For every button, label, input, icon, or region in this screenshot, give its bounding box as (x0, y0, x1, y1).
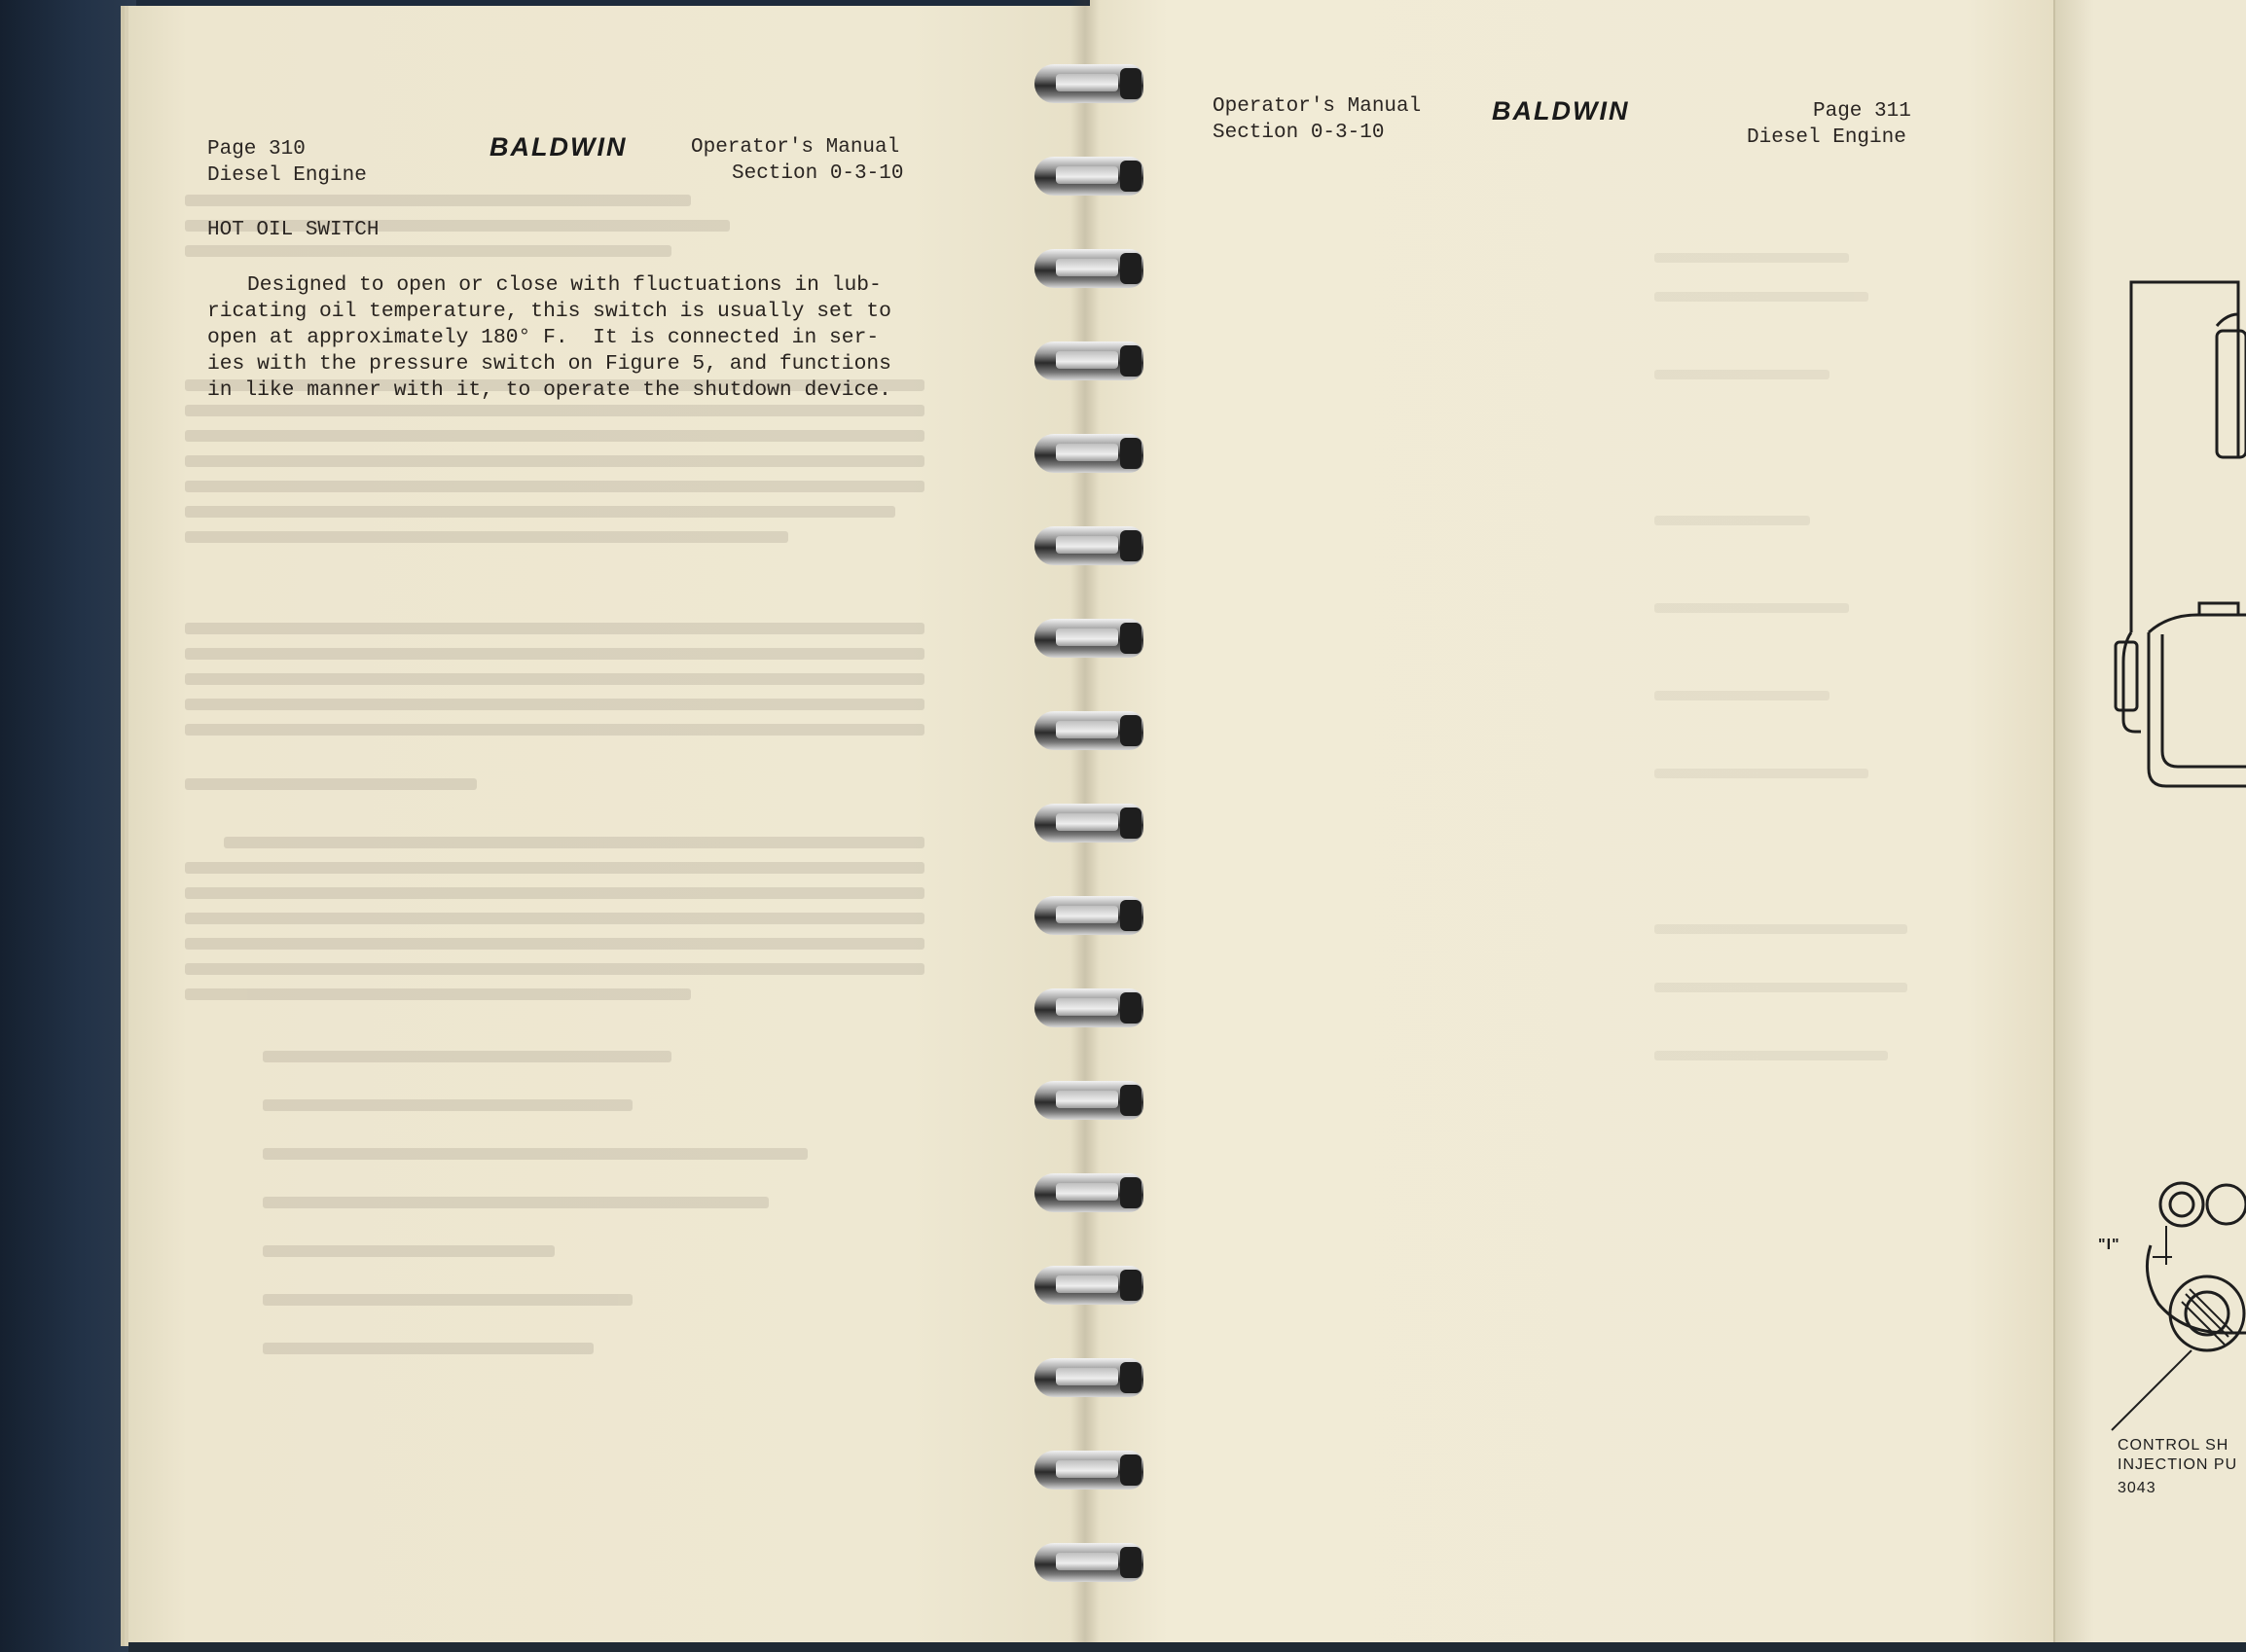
bleed-through-line (1654, 769, 1868, 778)
bleed-through-line (263, 1051, 671, 1062)
left-brand-logo: BALDWIN (489, 132, 628, 162)
binding-coil (1034, 896, 1143, 935)
binding-coil (1034, 1451, 1143, 1490)
bleed-through-line (263, 1099, 633, 1111)
book-cover-edge (0, 0, 136, 1652)
right-section-number: Section 0-3-10 (1213, 122, 1385, 144)
bleed-through-line (185, 405, 924, 416)
bleed-through-line (185, 623, 924, 634)
figure-caption-line1: CONTROL SH (2118, 1437, 2229, 1454)
binding-coil (1034, 1173, 1143, 1212)
bleed-through-line (224, 837, 924, 848)
bleed-through-line (185, 938, 924, 950)
binding-coil (1034, 711, 1143, 750)
binding-coil (1034, 157, 1143, 196)
bleed-through-line (1654, 253, 1849, 263)
right-page-subtitle: Diesel Engine (1747, 126, 1906, 149)
right-manual-title: Operator's Manual (1213, 95, 1422, 118)
bleed-through-line (263, 1245, 555, 1257)
spiral-binding (1027, 0, 1153, 1652)
figure-marker: "I" (2098, 1237, 2120, 1253)
bleed-through-line (185, 648, 924, 660)
left-manual-title: Operator's Manual (691, 136, 900, 159)
bleed-through-line (1654, 1051, 1888, 1060)
binding-coil (1034, 1543, 1143, 1582)
bleed-through-line (185, 195, 691, 206)
bleed-through-line (185, 887, 924, 899)
bleed-through-line (185, 862, 924, 874)
figure-drawing (2092, 272, 2246, 1508)
bleed-through-line (1654, 603, 1849, 613)
paragraph-line: Designed to open or close with fluctuations in lub- (247, 273, 882, 297)
binding-coil (1034, 434, 1143, 473)
bleed-through-line (185, 481, 924, 492)
bleed-through-line (185, 245, 671, 257)
bleed-through-line (185, 673, 924, 685)
figure-number: 3043 (2118, 1480, 2156, 1496)
bleed-through-line (185, 531, 788, 543)
left-page-subtitle: Diesel Engine (207, 164, 367, 187)
bleed-through-line (185, 988, 691, 1000)
bleed-through-line (263, 1197, 769, 1208)
binding-coil (1034, 1081, 1143, 1120)
right-page-number: Page 311 (1813, 100, 1911, 123)
left-section-number: Section 0-3-10 (732, 162, 904, 185)
bleed-through-line (1654, 516, 1810, 525)
right-brand-logo: BALDWIN (1492, 96, 1630, 126)
bleed-through-line (185, 963, 924, 975)
bleed-through-line (185, 913, 924, 924)
book-bottom-edge (128, 1642, 2246, 1652)
left-page-number: Page 310 (207, 138, 306, 161)
bleed-through-line (185, 506, 895, 518)
paragraph-line: ies with the pressure switch on Figure 5, and functions (207, 352, 891, 376)
paragraph-line: ricating oil temperature, this switch is usually set to (207, 300, 891, 323)
bleed-through-line (263, 1343, 594, 1354)
binding-coil (1034, 249, 1143, 288)
binding-coil (1034, 526, 1143, 565)
bleed-through-line (263, 1148, 808, 1160)
bleed-through-line (1654, 983, 1907, 992)
bleed-through-line (185, 430, 924, 442)
binding-coil (1034, 1266, 1143, 1305)
binding-coil (1034, 619, 1143, 658)
binding-coil (1034, 804, 1143, 843)
binding-coil (1034, 341, 1143, 380)
binding-coil (1034, 988, 1143, 1027)
figure-caption-line2: INJECTION PU (2118, 1456, 2238, 1473)
section-heading: HOT OIL SWITCH (207, 219, 380, 241)
binding-coil (1034, 1358, 1143, 1397)
bleed-through-line (1654, 691, 1829, 700)
bleed-through-marks (1109, 146, 2044, 1605)
bleed-through-line (1654, 924, 1907, 934)
paragraph-line: in like manner with it, to operate the shutdown device. (207, 378, 891, 402)
bleed-through-line (185, 724, 924, 736)
paragraph-line: open at approximately 180° F. It is connected in ser- (207, 326, 880, 349)
bleed-through-line (185, 778, 477, 790)
bleed-through-line (1654, 370, 1829, 379)
bleed-through-line (185, 455, 924, 467)
bleed-through-line (185, 699, 924, 710)
partial-figure (2092, 272, 2246, 1508)
bleed-through-line (1654, 292, 1868, 302)
binding-coil (1034, 64, 1143, 103)
bleed-through-line (263, 1294, 633, 1306)
